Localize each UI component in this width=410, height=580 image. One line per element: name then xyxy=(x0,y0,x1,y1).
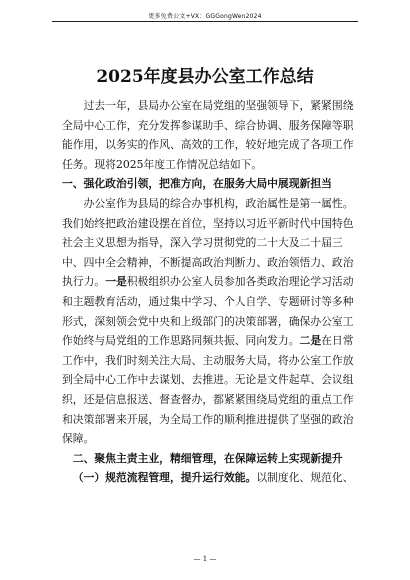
keyword-second: 二是 xyxy=(299,334,322,348)
section-2-heading: 二、聚焦主责主业，精细管理，在保障运转上实现新提升 xyxy=(72,451,343,465)
section-1-heading: 一、强化政治引领，把准方向，在服务大局中展现新担当 xyxy=(62,177,332,191)
keyword-first: 一是 xyxy=(105,275,127,289)
document-title: 2025年度县办公室工作总结 xyxy=(96,67,314,87)
subsection-1-text: 以制度化、规范化、 xyxy=(256,471,354,485)
section-1-lead: 办公室作为县局的综合办事机构，政治属性是第一属性。 xyxy=(83,196,354,210)
page-number: — 1 — xyxy=(193,555,217,563)
subsection-1-heading: （一）规范流程管理，提升运行效能。 xyxy=(72,471,257,485)
header-rule xyxy=(52,21,358,22)
intro-paragraph: 过去一年，县局办公室在局党组的坚强领导下，紧紧围绕全局中心工作，充分发挥参谋助手、综合协调、服务保障等职能作用，以务实的作风、高效的工作，较好地完成了各项工作任务。现将2025年度工作情况总结如下。 xyxy=(62,99,354,171)
section-1-text-b: 积极组织办公室人员参加各类政治理论学习活动和主题教育活动，通过集中学习、个人自学、专题研讨等多种形式，深刻领会党中央和上级部门的决策部署，确保办公室工作始终与局党组的工作思路同频共振、同向发力。 xyxy=(62,275,354,348)
page-header-note: 更多免费公文+VX：GGGongWen2024 xyxy=(148,13,262,20)
section-1-text-a: 我们始终把政治建设摆在首位，坚持以习近平新时代中国特色社会主义思想为指导，深入学习贯彻党的二十大及二十届三中、四中全会精神，不断提高政治判断力、政治领悟力、政治执行力。 xyxy=(62,216,354,289)
section-2-subsection xyxy=(62,468,358,488)
section-1-paragraph xyxy=(62,214,358,449)
section-1-text-c: 在日常工作中，我们时刻关注大局、主动服务大局，将办公室工作放到全局中心工作中去谋划、去推进。无论是文件起草、会议组织，还是信息报送、督查督办，都紧紧围绕局党组的重点工作和决策部署来开展，为全局工作的顺利推进提供了坚强的政治保障。 xyxy=(62,334,354,446)
document-body xyxy=(62,96,358,488)
